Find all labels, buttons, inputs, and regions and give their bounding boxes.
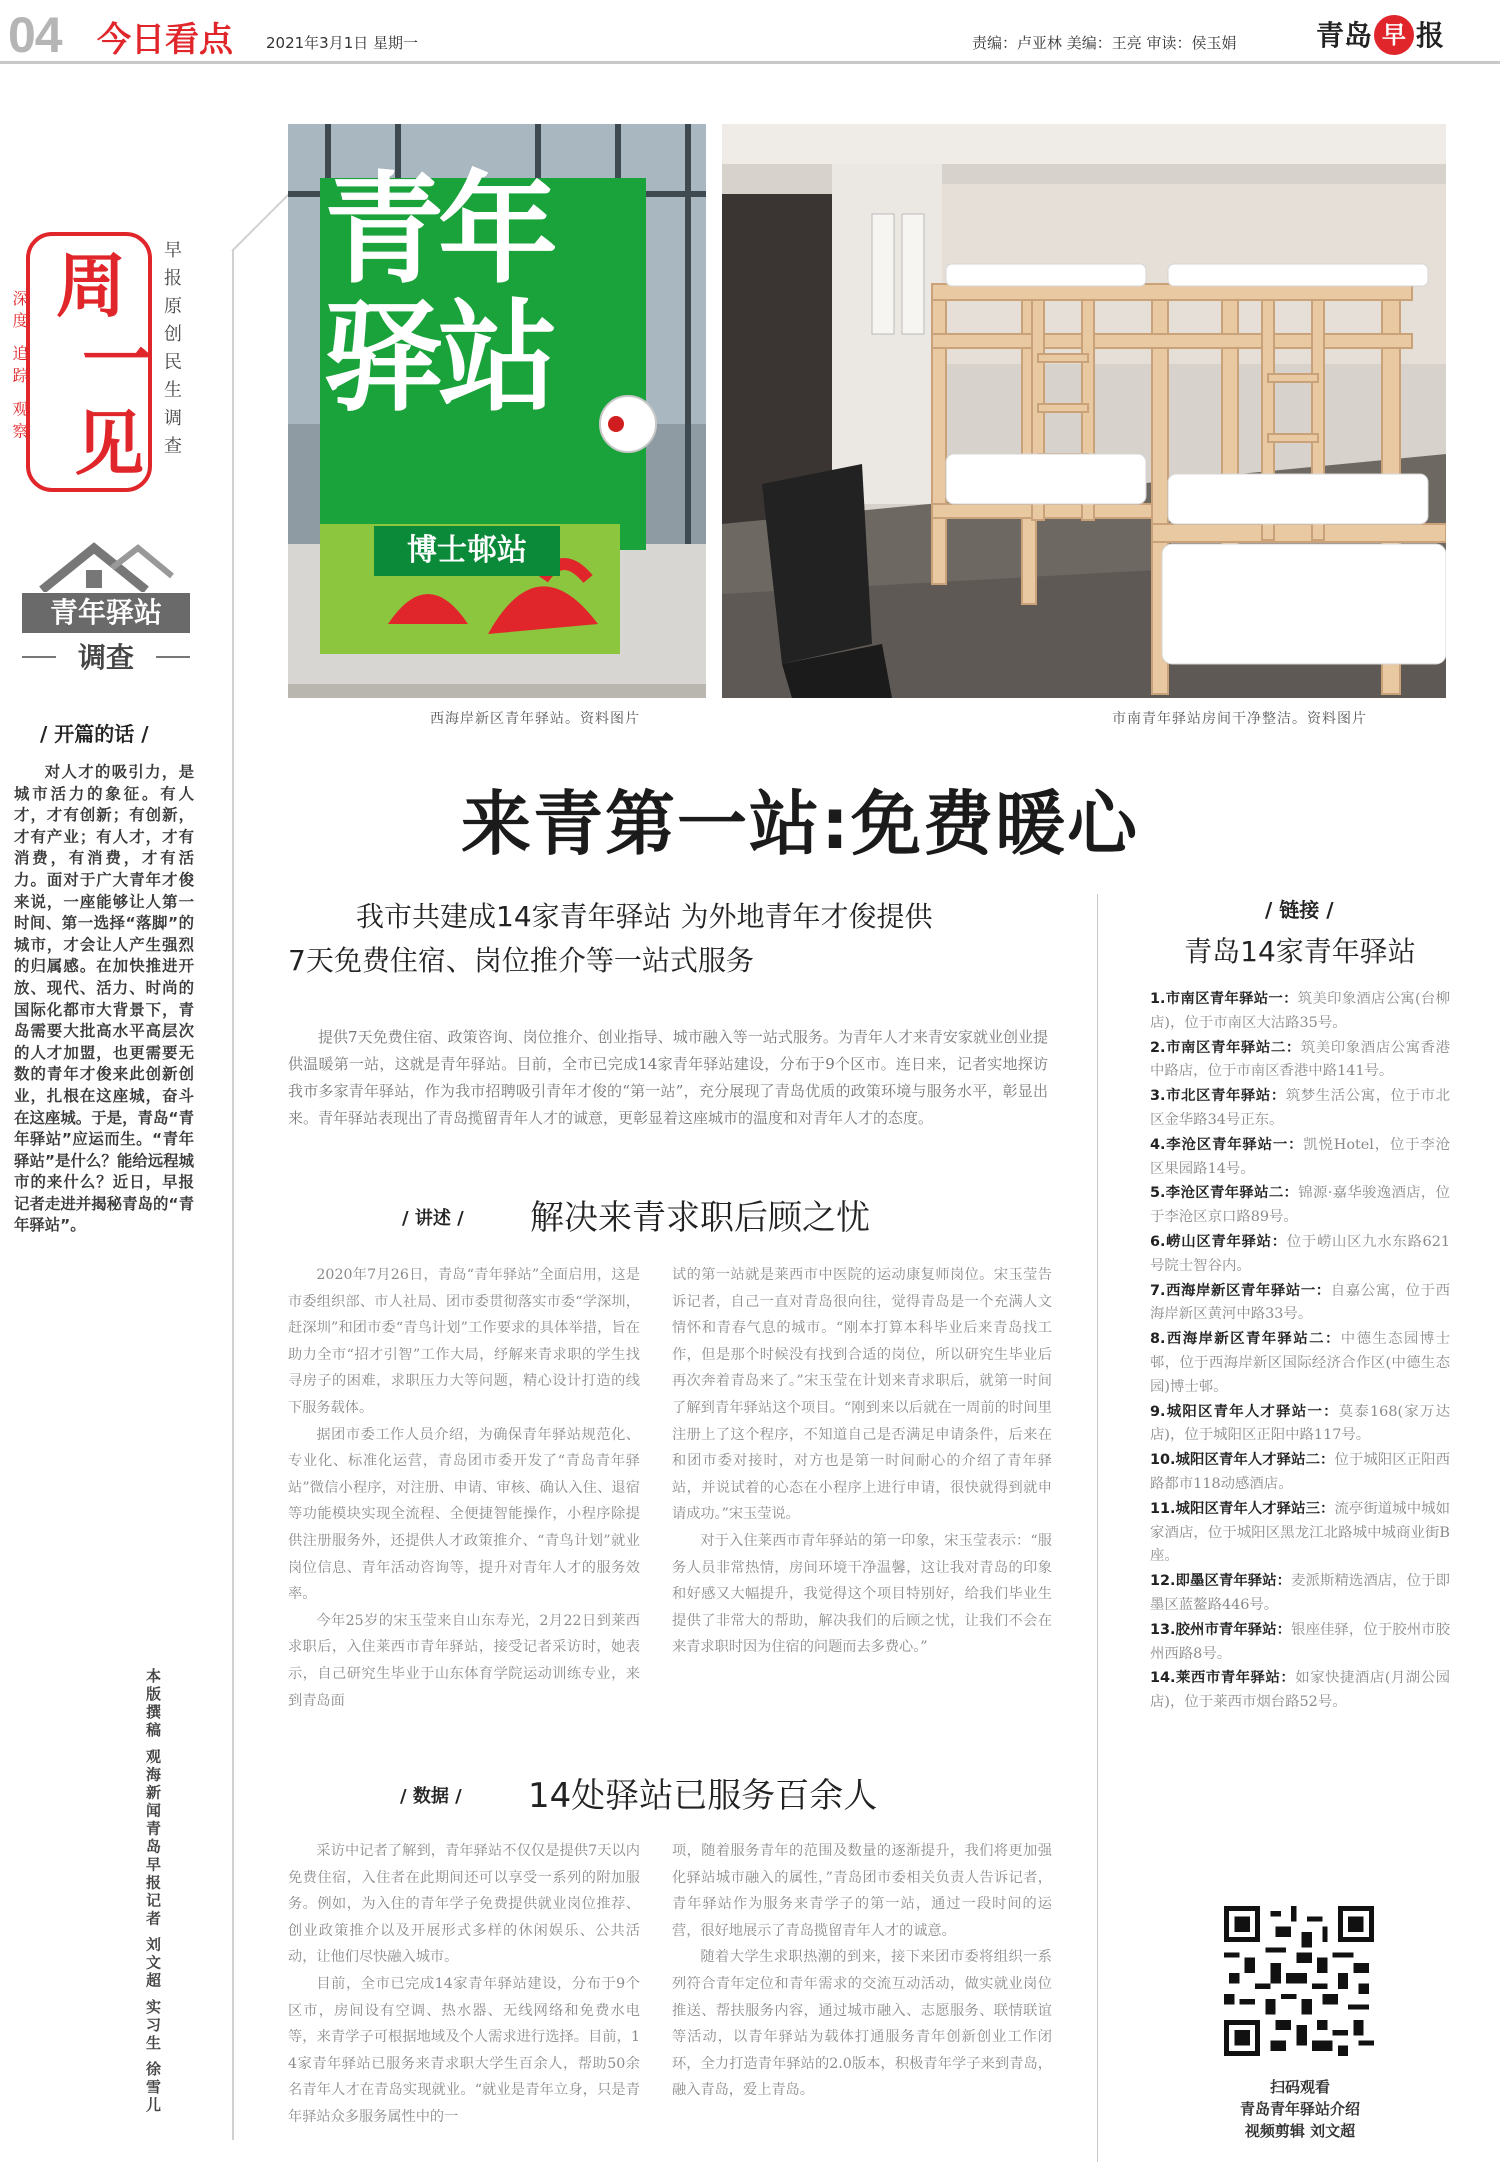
byline: 本版撰稿 观海新闻青岛早报记者 刘文超 实习生 徐雪儿 (144, 1668, 162, 2115)
column-label-top: 青年驿站 (22, 593, 190, 633)
paragraph: 据团市委工作人员介绍，为确保青年驿站规范化、专业化、标准化运营，青岛团市委开发了“青岛青年驿站”微信小程序，对注册、申请、审核、确认入住、退宿等功能模块实现全流程、全便捷智能操作，小程序除提供注册服务外，还提供人才政策推介、“青鸟计划”就业岗位信息、青年活动咨询等，提升对青年人才的服务效率。 (288, 1426, 640, 1603)
badge-subtitle: 深度 追踪 观察 (10, 290, 29, 445)
bunk-beds-illustration (722, 124, 1446, 698)
page-number: 04 (8, 7, 62, 63)
opening-text: 对人才的吸引力，是城市活力的象征。有人才，才有创新；有创新，才有产业；有人才，才有消费，有消费，才有活力。面对于广大青年才俊来说，一座能够让人第一时间、第一选择“落脚”的城市，才会让人产生强烈的归属感。在加快推进开放、现代、活力、时尚的国际化都市大背景下，青岛需要大批高水平高层次的人才加盟，也更需要无数的青年才俊来此创新创业，扎根在这座城，奋斗在这座城。于是，青岛“青年驿站”应运而生。“青年驿站”是什么？能给远程城市的来什么？近日，早报记者走进并揭秘青岛的“青年驿站”。 (14, 763, 194, 1235)
list-item: 5.李沧区青年驿站二：锦源·嘉华骏逸酒店，位于李沧区京口路89号。 (1150, 1185, 1451, 1226)
section2-right-column (672, 1838, 1052, 2156)
paragraph: 项，随着服务青年的范围及数量的逐渐提升，我们将更加强化驿站城市融入的属性，”青岛团市委相关负责人告诉记者，青年驿站作为服务来青学子的第一站，通过一段时间的运营，很好地展示了青岛揽留青年人才的诚意。 (672, 1843, 1052, 1939)
list-item: 6.崂山区青年驿站：位于崂山区九水东路621号院士智谷内。 (1150, 1233, 1450, 1274)
list-item: 3.市北区青年驿站：筑梦生活公寓，位于市北区金华路34号正东。 (1150, 1088, 1450, 1128)
sign-subtitle: 博士邨站 (374, 526, 560, 576)
badge-char-2: 一 (82, 319, 152, 401)
sub-headline-line-2: 7天免费住宿、岗位推介等一站式服务 (288, 944, 754, 977)
sub-headline (288, 895, 1068, 983)
section2-left-column (288, 1838, 640, 2156)
list-item: 2.市南区青年驿站二：筑美印象酒店公寓香港中路店，位于市南区香港中路141号。 (1150, 1039, 1450, 1080)
station-sign-photo (288, 124, 706, 698)
dorm-room-photo (722, 124, 1446, 698)
section1-left-column (288, 1262, 640, 1740)
publish-date: 2021年3月1日 星期一 (266, 34, 419, 52)
newspaper-logo: 青岛 早 报 (1316, 14, 1444, 55)
list-item: 4.李沧区青年驿站一：凯悦Hotel，位于李沧区果园路14号。 (1150, 1136, 1451, 1177)
badge-side-text: 早报原创民生调查 (161, 240, 182, 464)
frame-line (232, 250, 234, 2140)
sidebar-divider (1097, 894, 1098, 2162)
editor-credits: 责编：卢亚林 美编：王亮 审读：侯玉娟 (972, 34, 1237, 52)
sign-line-1: 青年 (324, 161, 552, 300)
qr-caption-line: 青岛青年驿站介绍 (1239, 2100, 1360, 2118)
list-item: 11.城阳区青年人才驿站三：流亭街道城中城如家酒店，位于城阳区黑龙江北路城中城商业街B座。 (1150, 1500, 1450, 1565)
qr-caption-line: 扫码观看 (1269, 2078, 1330, 2096)
weekly-badge (26, 232, 152, 492)
paragraph: 2020年7月26日，青岛“青年驿站”全面启用，这是市委组织部、市人社局、团市委贯彻落实市委“学深圳，赶深圳”和团市委“青鸟计划”工作要求的具体举措，旨在助力全市“招才引智”工作大局，纾解来青求职的学生找寻房子的困难，求职压力大等问题，精心设计打造的线下服务载体。 (288, 1267, 640, 1416)
main-headline: 来青第一站:免费暖心 (461, 783, 1139, 865)
list-item: 14.莱西市青年驿站：如家快捷酒店(月湖公园店)，位于莱西市烟台路52号。 (1150, 1670, 1450, 1711)
paragraph: 今年25岁的宋玉莹来自山东寿光，2月22日到莱西求职后，入住莱西市青年驿站，接受记者采访时，她表示，自己研究生毕业于山东体育学院运动训练专业，来到青岛面 (288, 1612, 640, 1709)
house-roof-icon (34, 540, 174, 592)
sub-headline-line-1: 我市共建成14家青年驿站 为外地青年才俊提供 (356, 900, 933, 933)
photo-caption-right: 市南青年驿站房间干净整洁。资料图片 (1112, 711, 1367, 727)
section2-tag: / 数据 / (400, 1786, 462, 1807)
paragraph: 采访中记者了解到，青年驿站不仅仅是提供7天以内免费住宿，入住者在此期间还可以享受一系列的附加服务。例如，为入住的青年学子免费提供就业岗位推荐、创业政策推介以及开展形式多样的休闲娱乐、公共活动，让他们尽快融入城市。 (288, 1843, 640, 1966)
paragraph: 对于入住莱西市青年驿站的第一印象，宋玉莹表示：“服务人员非常热情，房间环境干净温馨，这让我对青岛的印象和好感又大幅提升，我觉得这个项目特别好，给我们毕业生提供了非常大的帮助，解决我们的后顾之忧，让我们不会在来青求职时因为住宿的问题而去多费心。” (672, 1532, 1052, 1656)
photo-caption-left: 西海岸新区青年驿站。资料图片 (430, 711, 640, 727)
list-item: 1.市南区青年驿站一：筑美印象酒店公寓(台柳店)，位于市南区大沽路35号。 (1150, 991, 1450, 1031)
qr-caption (1180, 2076, 1420, 2142)
section1-title: 解决来青求职后顾之忧 (530, 1198, 870, 1238)
link-tag: / 链接 / (1265, 898, 1334, 922)
qr-code-icon[interactable] (1224, 1906, 1374, 2056)
section1-tag: / 讲述 / (402, 1208, 464, 1229)
paragraph: 随着大学生求职热潮的到来，接下来团市委将组织一系列符合青年定位和青年需求的交流互动活动，做实就业岗位推送、帮扶服务内容，通过城市融入、志愿服务、联情联谊等活动，以青年驿站为载体打通服务青年创新创业工作闭环，全力打造青年驿站的2.0版本，积极青年学子来到青岛，融入青岛，爱上青岛。 (672, 1949, 1052, 2099)
list-item: 7.西海岸新区青年驿站一：自嘉公寓，位于西海岸新区黄河中路33号。 (1150, 1282, 1450, 1323)
section1-right-column (672, 1262, 1052, 1740)
section-title: 今日看点 (97, 20, 233, 60)
list-item: 12.即墨区青年驿站：麦派斯精选酒店，位于即墨区蓝鳌路446号。 (1150, 1573, 1450, 1613)
column-label-bottom: 调查 (22, 636, 190, 676)
badge-char-1: 周 (56, 245, 126, 327)
list-item: 9.城阳区青年人才驿站一：莫泰168(家万达店)，位于城阳区正阳中路117号。 (1150, 1403, 1450, 1444)
list-item: 8.西海岸新区青年驿站二：中德生态园博士邨，位于西海岸新区国际经济合作区(中德生态园)博士邨。 (1150, 1331, 1450, 1395)
list-item: 10.城阳区青年人才驿站二：位于城阳区正阳西路都市118动感酒店。 (1150, 1452, 1450, 1492)
page-header (0, 0, 1500, 64)
paragraph: 目前，全市已完成14家青年驿站建设，分布于9个区市，房间设有空调、热水器、无线网络和免费水电等，来青学子可根据地域及个人需求进行选择。目前，14家青年驿站已服务来青求职大学生百余人，帮助50余名青年人才在青岛实现就业。“就业是青年立身，只是青年驿站众多服务属性中的一 (288, 1975, 640, 2125)
qr-caption-line: 视频剪辑 刘文超 (1244, 2122, 1356, 2140)
badge-char-3: 见 (74, 403, 144, 485)
opening-tag: / 开篇的话 / (40, 722, 149, 746)
sidebar-title: 青岛14家青年驿站 (1184, 935, 1416, 968)
sign-line-2: 驿站 (324, 289, 552, 428)
frame-line-diagonal (231, 194, 289, 252)
lead-paragraph: 提供7天免费住宿、政策咨询、岗位推介、创业指导、城市融入等一站式服务。为青年人才来青安家就业创业提供温暖第一站，这就是青年驿站。目前，全市已完成14家青年驿站建设，分布于9个区市。连日来，记者实地探访我市多家青年驿站，作为我市招聘吸引青年才俊的“第一站”，充分展现了青岛优质的政策环境与服务水平，彰显出来。青年驿站表现出了青岛揽留青年人才的诚意，更彰显着这座城市的温度和对青年人才的态度。 (288, 1028, 1048, 1127)
section2-title: 14处驿站已服务百余人 (528, 1776, 878, 1816)
station-list (1150, 988, 1450, 1716)
paragraph: 试的第一站就是莱西市中医院的运动康复师岗位。宋玉莹告诉记者，自己一直对青岛很向往，觉得青岛是一个充满人文情怀和青春气息的城市。“刚本打算本科毕业后来青岛找工作，但是那个时候没有找到合适的岗位，所以研究生毕业后再次奔着青岛来了。”宋玉莹在计划来青求职后，就第一时间了解到青年驿站这个项目。“刚到来以后就在一周前的时间里注册上了这个程序，不知道自己是否满足申请条件，后来在和团市委对接时，对方也是第一时间耐心的介绍了青年驿站，并说试着的心态在小程序上进行申请，很快就得到就申请成功。”宋玉莹说。 (672, 1267, 1052, 1523)
list-item: 13.胶州市青年驿站：银座佳驿，位于胶州市胶州西路8号。 (1150, 1621, 1450, 1662)
